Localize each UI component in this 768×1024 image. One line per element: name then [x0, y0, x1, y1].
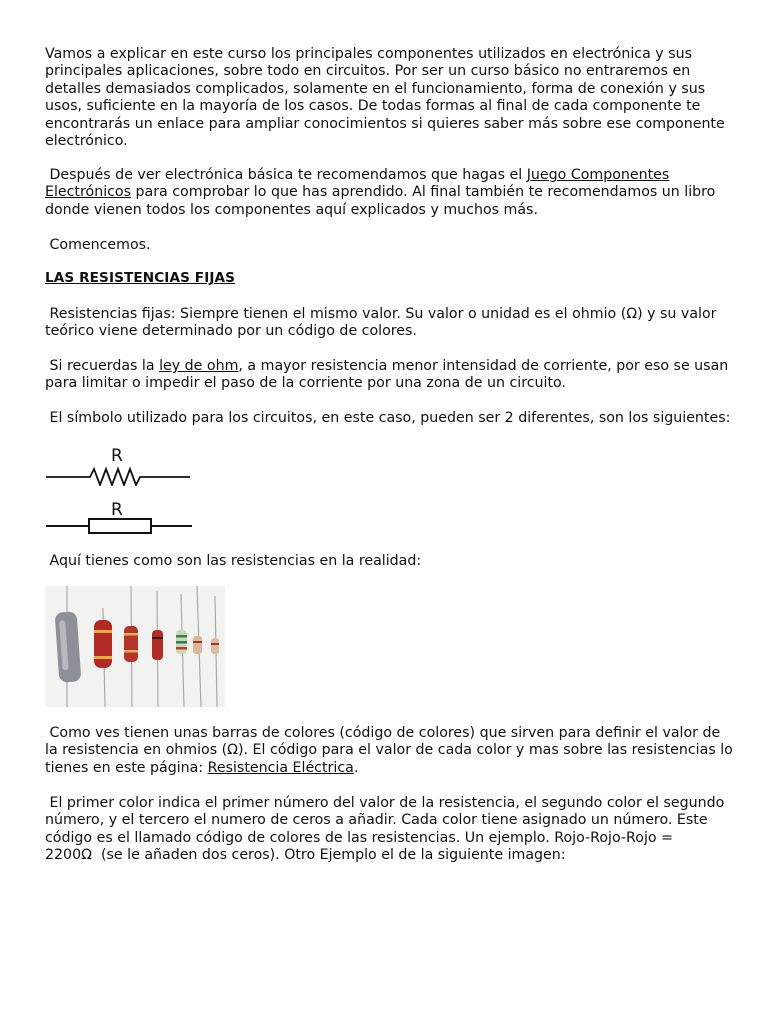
juego-componentes-link[interactable]: Juego Componentes: [526, 167, 670, 183]
zigzag-line: [46, 469, 190, 485]
resistencia-electrica-link[interactable]: Resistencia Eléctrica: [207, 759, 354, 776]
start-line: Comencemos.: [45, 237, 151, 253]
basics-line: Electrónicos para comprobar lo que has aprendido. Al final también te recomendamos un libro: [45, 184, 716, 201]
resistors-photo: [45, 586, 225, 707]
reality-paragraph: [45, 553, 725, 570]
fixed-def-paragraph: [45, 306, 725, 341]
color-code-paragraph: [45, 795, 725, 865]
intro-line: encontrarás un enlace para ampliar conocimientos si quieres saber más sobre ese componente: [45, 115, 725, 132]
intro-paragraph: [45, 46, 725, 150]
symbols-intro-paragraph: [45, 410, 731, 427]
basics-paragraph: [45, 167, 725, 219]
juego-componentes-link-cont[interactable]: Electrónicos: [45, 184, 132, 201]
symbols-intro-line: El símbolo utilizado para los circuitos, en este caso, pueden ser 2 diferentes, son los siguientes:: [45, 410, 731, 426]
fixed-def-line: teórico viene determinado por un código de colores.: [45, 323, 417, 340]
intro-line: electrónico.: [45, 133, 128, 150]
section-title: LAS RESISTENCIAS FIJAS: [45, 270, 236, 286]
bands-line: tienes en este página: Resistencia Eléctrica.: [45, 759, 359, 776]
bands-paragraph: [45, 725, 733, 777]
bands-line: Como ves tienen unas barras de colores (código de colores) que sirven para definir el valor de: [45, 725, 721, 741]
resistor-label: R: [111, 446, 123, 466]
start-paragraph: [45, 237, 725, 254]
ohm-line: para limitar o impedir el paso de la corriente por una zona de un circuito.: [45, 375, 566, 392]
resistor-zigzag-symbol: [44, 444, 194, 486]
color-code-line: código es el llamado código de colores de las resistencias. Un ejemplo. Rojo-Rojo-Rojo =: [45, 829, 673, 846]
ohm-line: Si recuerdas la ley de ohm, a mayor resistencia menor intensidad de corriente, por eso se usan: [45, 358, 729, 374]
color-code-line: El primer color indica el primer número del valor de la resistencia, el segundo color el segundo: [45, 795, 725, 811]
intro-line: Vamos a explicar en este curso los principales componentes utilizados en electrónica y sus: [45, 46, 692, 62]
resistor-label: R: [111, 500, 123, 520]
resistor-box-symbol: [44, 498, 194, 538]
intro-line: principales aplicaciones, sobre todo en circuitos. Por ser un curso básico no entraremos en: [45, 63, 691, 80]
basics-line: donde vienen todos los componentes aquí explicados y muchos más.: [45, 201, 538, 218]
bands-line: la resistencia en ohmios (Ω). El código para el valor de cada color y mas sobre las resistencias lo: [45, 742, 733, 759]
resistor-box: [89, 519, 151, 533]
fixed-def-line: Resistencias fijas: Siempre tienen el mismo valor. Su valor o unidad es el ohmio (Ω) y su valor: [45, 306, 717, 322]
ley-de-ohm-link[interactable]: ley de ohm: [159, 358, 239, 374]
color-code-line: número, y el tercero el numero de ceros a añadir. Cada color tiene asignado un número. Este: [45, 812, 708, 829]
ohm-paragraph: [45, 358, 729, 393]
intro-line: usos, suficiente en la mayoría de los casos. De todas formas al final de cada componente te: [45, 98, 701, 115]
color-code-line: 2200Ω (se le añaden dos ceros). Otro Ejemplo el de la siguiente imagen:: [45, 847, 566, 864]
reality-line: Aquí tienes como son las resistencias en la realidad:: [45, 553, 422, 569]
intro-line: detalles demasiados complicados, solamente en el funcionamiento, forma de conexión y sus: [45, 80, 706, 97]
basics-line: Después de ver electrónica básica te recomendamos que hagas el Juego Componentes: [45, 167, 670, 183]
